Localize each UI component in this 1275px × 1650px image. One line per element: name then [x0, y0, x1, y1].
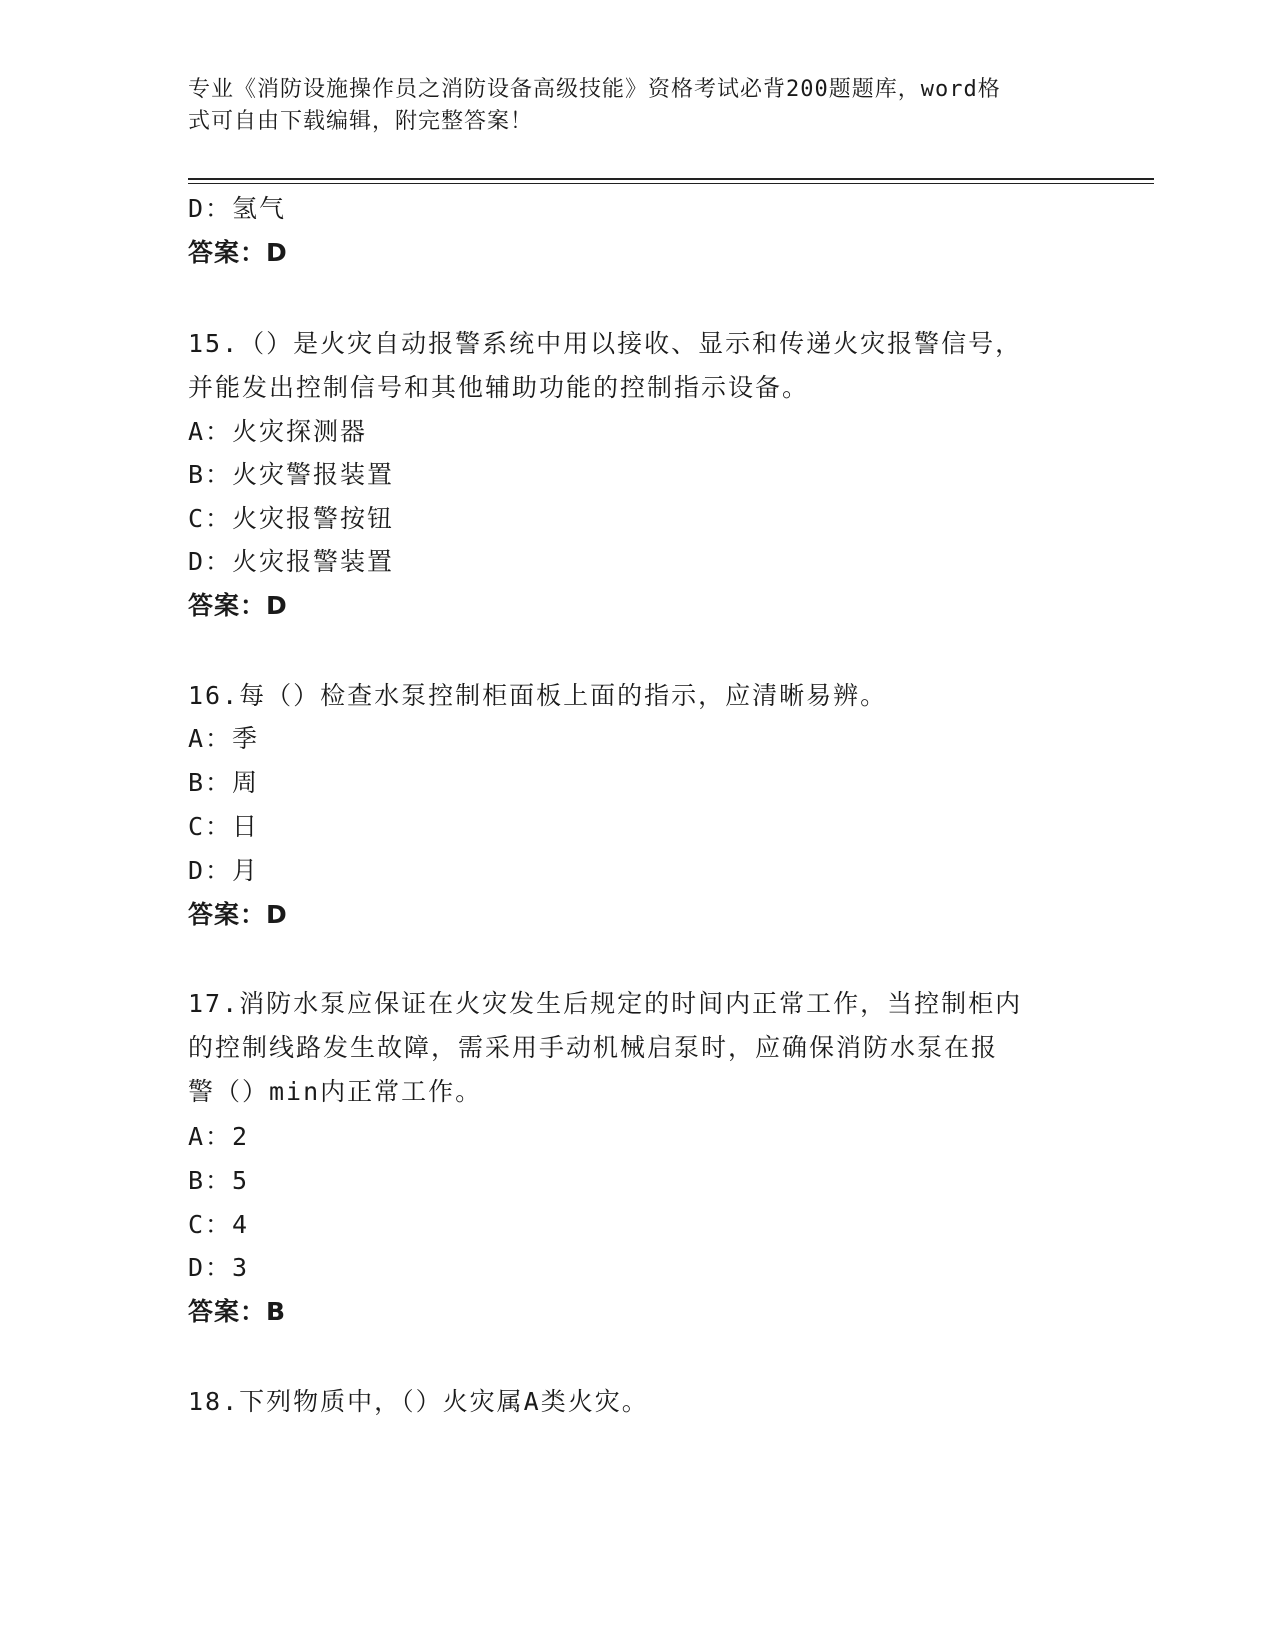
q15-option-d: D：火灾报警装置 — [188, 547, 395, 576]
q16-option-a: A：季 — [188, 724, 260, 753]
q16-stem-line-1: 16.每（）检查水泵控制柜面板上面的指示，应清晰易辨。 — [188, 681, 888, 710]
q17-option-b: B：5 — [188, 1166, 250, 1195]
q17-answer: 答案：B — [188, 1297, 287, 1326]
q17-option-c: C：4 — [188, 1210, 250, 1239]
q17-option-a: A：2 — [188, 1122, 250, 1151]
q14-option-d: D：氢气 — [188, 194, 287, 223]
q18-stem-line-1: 18.下列物质中，（）火灾属A类火灾。 — [188, 1387, 649, 1416]
q16-option-b: B：周 — [188, 768, 260, 797]
q17-stem-line-1: 17.消防水泵应保证在火灾发生后规定的时间内正常工作，当控制柜内 — [188, 989, 1023, 1018]
document-header — [188, 74, 1068, 138]
header-line-2: 式可自由下载编辑，附完整答案！ — [188, 109, 534, 134]
q15-answer: 答案：D — [188, 591, 288, 620]
q15-stem-line-2: 并能发出控制信号和其他辅助功能的控制指示设备。 — [188, 373, 810, 402]
header-divider-thin — [188, 183, 1154, 184]
q17-stem-line-3: 警（）min内正常工作。 — [188, 1077, 483, 1106]
q17-option-d: D：3 — [188, 1253, 250, 1282]
q15-option-b: B：火灾警报装置 — [188, 460, 395, 489]
header-divider-thick — [188, 178, 1154, 180]
q15-option-c: C：火灾报警按钮 — [188, 504, 395, 533]
q16-answer: 答案：D — [188, 900, 288, 929]
q15-stem-line-1: 15.（）是火灾自动报警系统中用以接收、显示和传递火灾报警信号， — [188, 329, 1023, 358]
q15-option-a: A：火灾探测器 — [188, 417, 368, 446]
q16-option-d: D：月 — [188, 856, 260, 885]
q14-answer: 答案：D — [188, 238, 288, 267]
q16-option-c: C：日 — [188, 812, 260, 841]
q17-stem-line-2: 的控制线路发生故障，需采用手动机械启泵时，应确保消防水泵在报 — [188, 1033, 999, 1062]
header-line-1: 专业《消防设施操作员之消防设备高级技能》资格考试必背200题题库，word格 — [188, 77, 1001, 102]
